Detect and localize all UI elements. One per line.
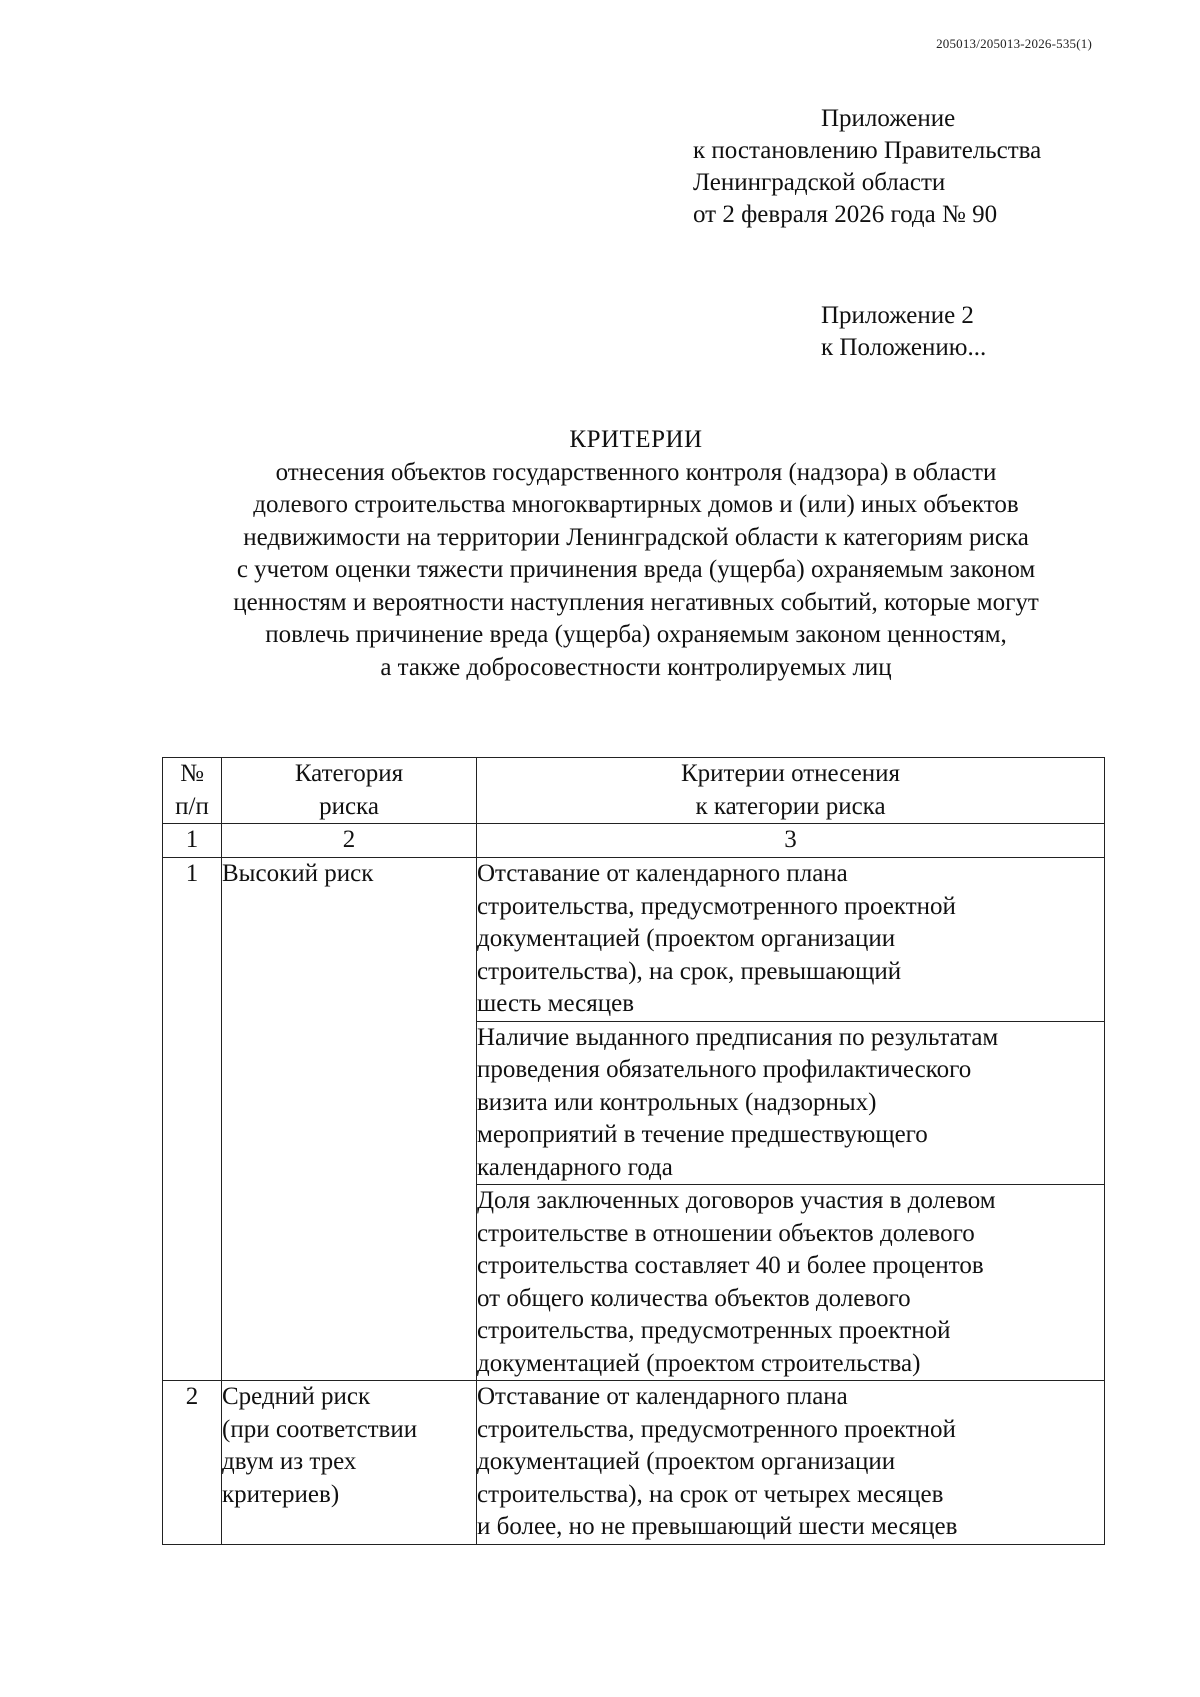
criterion-line: Отставание от календарного плана [477,1383,848,1410]
title-line: с учетом оценки тяжести причинения вреда (ущерба) охраняемым законом [236,556,1036,583]
risk-category-line: Высокий риск [222,860,374,887]
appendix-line-3: Ленинградской области [693,169,946,196]
risk-category [222,1381,477,1545]
criterion-line: от общего количества объектов долевого [477,1284,911,1312]
header-criteria-line: Критерии отнесения [680,760,901,787]
appendix-line-2: к постановлению Правительства [693,137,1042,164]
title-line: недвижимости на территории Ленинградской области к категориям риска [243,523,1029,551]
header-num-line: п/п [175,792,209,820]
table-row [163,1381,1105,1545]
criterion-line: строительства), на срок от четырех месяцев [477,1480,944,1508]
appendix2-line-1: Приложение 2 [821,302,974,329]
criterion-line: строительства, предусмотренных проектной [477,1317,951,1344]
risk-category-line: Средний риск [222,1383,371,1410]
column-index: 1 [163,824,222,858]
row-number: 1 [163,858,222,1381]
header-num [163,758,222,824]
criterion-line: визита или контрольных (надзорных) [477,1088,877,1116]
appendix-line-4: от 2 февраля 2026 года № 90 [693,201,998,228]
header-num-line: № [180,760,204,787]
criterion-line: Отставание от календарного плана [477,860,848,887]
appendix-reference [693,103,1041,231]
criterion-line: календарного года [477,1153,673,1181]
criterion-line: шесть месяцев [477,990,635,1017]
criteria-table [162,757,1105,1545]
document-id: 205013/205013-2026-535(1) [936,36,1092,51]
criterion [477,1381,1105,1545]
header-criteria [477,758,1105,824]
title-heading: КРИТЕРИИ [569,426,703,453]
criterion-line: и более, но не превышающий шести месяцев [477,1513,958,1540]
appendix2-line-2: к Положению... [821,334,987,361]
header-criteria-line: к категории риска [695,792,886,820]
criterion [477,858,1105,1022]
criterion-line: строительства), на срок, превышающий [477,957,902,985]
column-index-row [163,824,1105,858]
appendix2-reference [821,300,986,364]
title-line: ценностям и вероятности наступления негативных событий, которые могут [233,588,1039,616]
criterion [477,1185,1105,1381]
title-line: а также добросовестности контролируемых лиц [380,653,892,681]
header-category [222,758,477,824]
criterion-line: Наличие выданного предписания по результатам [477,1023,999,1051]
header-category-line: риска [319,792,379,820]
column-index: 3 [477,824,1105,858]
table-header-row [163,758,1105,824]
criterion-line: документацией (проектом организации [477,1448,896,1475]
column-index: 2 [222,824,477,858]
title-line: долевого строительства многоквартирных домов и (или) иных объектов [253,491,1019,518]
criterion-line: документацией (проектом строительства) [477,1349,921,1377]
criterion-line: Доля заключенных договоров участия в долевом [477,1187,996,1214]
risk-category [222,858,477,1381]
title-line: отнесения объектов государственного контроля (надзора) в области [275,458,997,486]
risk-category-line: двум из трех [222,1448,357,1475]
criterion-line: строительства, предусмотренного проектной [477,892,956,920]
criterion-line: строительстве в отношении объектов долевого [477,1219,975,1247]
criterion-line: строительства, предусмотренного проектной [477,1415,956,1443]
table-row [163,858,1105,1022]
criterion-line: строительства составляет 40 и более процентов [477,1252,984,1279]
risk-category-line: критериев) [222,1480,340,1508]
criterion-line: проведения обязательного профилактического [477,1056,972,1083]
criterion [477,1021,1105,1185]
title-line: повлечь причинение вреда (ущерба) охраняемым законом ценностям, [265,621,1007,648]
document-title [150,424,1122,684]
criterion-line: документацией (проектом организации [477,925,896,952]
risk-category-line: (при соответствии [222,1415,418,1443]
criterion-line: мероприятий в течение предшествующего [477,1121,928,1148]
header-category-line: Категория [294,760,404,787]
appendix-line-1: Приложение [821,105,956,132]
row-number: 2 [163,1381,222,1545]
